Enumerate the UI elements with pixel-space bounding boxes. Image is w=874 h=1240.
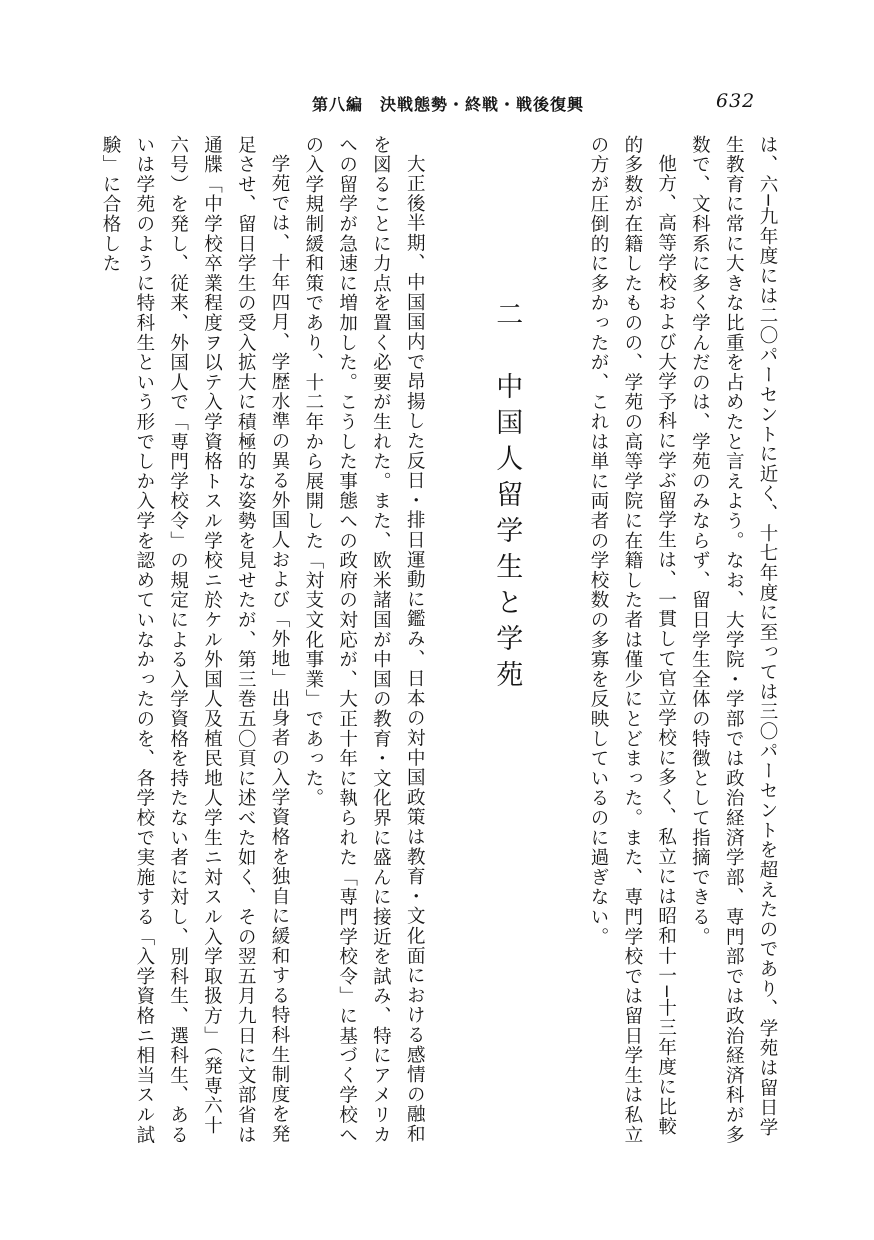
section-heading: 二 中国人留学生と学苑 [491, 300, 523, 696]
paragraph-4: 学苑では、十年四月、学歴水準の異る外国人および「外地」出身者の入学資格を独自に緩和する特科生制度を発足させ、留日学生の受入拡大に積極的な姿勢を見せたが、第三巻五〇頁に述べた如く、その翌五月九日に文部省は通牒「中学校卒業程度ヲ以テ入学資格トスル学校ニ於ケル外国人及植民地人学生ニ対スル入学取扱方」（発専六十六号）を発し、従来、外国人で「専門学校令」の規定による入学資格を持たない者に対し、別科生、選科生、あるいは学苑のように特科生という形でしか入学を認めていなかったのを、各学校で実施する「入学資格ニ相当スル試験」に合格した [100, 135, 291, 1145]
paragraph-1: は、六─九年度には二〇パーセントに近く、十七年度に至っては三〇パーセントを超えたのであり、学苑は留日学生教育に常に大きな比重を占めたと言えよう。なお、大学院・学部では政治経済学部、専門部では政治経済科が多数で、文科系に多く学んだのは、学苑のみならず、留日学生全体の特徴として指摘できる。 [689, 135, 778, 1145]
running-header: 第八編 決戦態勢・終戦・戦後復興 [312, 95, 585, 114]
page-number: 632 [716, 90, 756, 112]
vertical-body-text [100, 135, 784, 1145]
paragraph-2: 他方、高等学校および大学予科に学ぶ留学生は、一貫して官立学校に多く、私立には昭和十一─十三年度に比較的多数が在籍したものの、学苑の高等学院に在籍した者は僅少にとどまった。また、専門学校では留日学生は私立の方が圧倒的に多かったが、これは単に両者の学校数の多寡を反映しているのに過ぎない。 [588, 135, 677, 1145]
paragraph-3: 大正後半期、中国国内で昂揚した反日・排日運動に鑑み、日本の対中国政策は教育・文化面における感情の融和を図ることに力点を置く必要が生れた。また、欧米諸国が中国の教育・文化界に盛んに接近を試み、特にアメリカへの留学が急速に増加した。こうした事態への政府の対応が、大正十年に執られた「専門学校令」に基づく学校への入学規制緩和策であり、十二年から展開した「対支文化事業」であった。 [302, 135, 426, 1145]
